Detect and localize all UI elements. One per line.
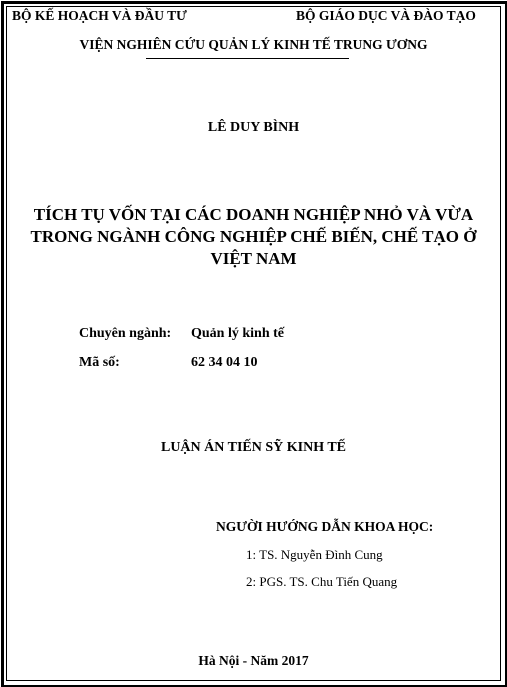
advisor-item: 1: TS. Nguyễn Đình Cung xyxy=(246,547,383,562)
thesis-title xyxy=(0,204,507,270)
institute-underline xyxy=(146,58,349,59)
code-label: Mã số: xyxy=(79,355,120,370)
thesis-title-line-1: TÍCH TỤ VỐN TẠI CÁC DOANH NGHIỆP NHỎ VÀ VỪA xyxy=(33,205,474,224)
major-value: Quản lý kinh tế xyxy=(191,326,284,341)
institute-name: VIỆN NGHIÊN CỨU QUẢN LÝ KINH TẾ TRUNG ƯƠNG xyxy=(79,37,428,52)
major-label: Chuyên ngành: xyxy=(79,326,172,341)
code-value: 62 34 04 10 xyxy=(191,355,258,370)
advisors-heading: NGƯỜI HƯỚNG DẪN KHOA HỌC: xyxy=(216,519,434,534)
place-date: Hà Nội - Năm 2017 xyxy=(198,653,309,668)
thesis-title-line-2: TRONG NGÀNH CÔNG NGHIỆP CHẾ BIẾN, CHẾ TẠO Ở xyxy=(30,227,477,246)
ministry-right: BỘ GIÁO DỤC VÀ ĐÀO TẠO xyxy=(296,8,476,23)
thesis-title-line-3: VIỆT NAM xyxy=(210,249,297,268)
degree-title: LUẬN ÁN TIẾN SỸ KINH TẾ xyxy=(160,440,347,455)
advisor-item: 2: PGS. TS. Chu Tiến Quang xyxy=(246,574,398,589)
ministry-left: BỘ KẾ HOẠCH VÀ ĐẦU TƯ xyxy=(12,8,187,23)
author-name: LÊ DUY BÌNH xyxy=(207,120,300,135)
